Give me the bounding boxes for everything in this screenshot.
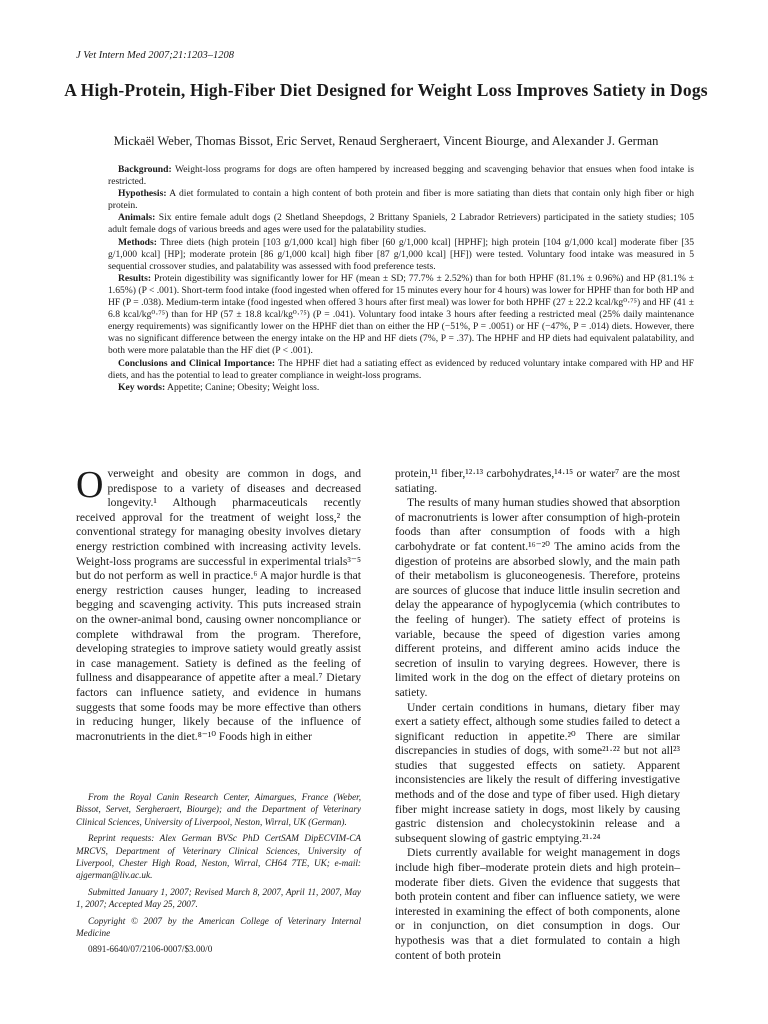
abstract-keywords: [108, 382, 694, 394]
abstract-label: Key words:: [118, 381, 166, 393]
article-title: A High-Protein, High-Fiber Diet Designed for Weight Loss Improves Satiety in Dogs: [64, 80, 708, 100]
footnote-submitted: Submitted January 1, 2007; Revised March 8, 2007, April 11, 2007, May 1, 2007; Accepted May 25, 2007.: [76, 886, 361, 910]
abstract-text: Weight-loss programs for dogs are often hampered by increased begging and scavenging behavior that ensues when food intake is restricted.: [108, 164, 694, 188]
paragraph-text: verweight and obesity are common in dogs, and predispose to a variety of diseases and decreased longevity.¹ Although pharmaceuticals recently received approval for the treatment of weight loss,² the conventional strategy for managing obesity involves dietary energy restriction combined with increasing activity levels. Weight-loss programs are successful in experimental trials³⁻⁵ but do not perform as well in practice.⁶ A major hurdle is that energy restriction causes hunger, leading to increased begging and scavenging activity. This puts increased strain on the owner-animal bond, causing owner noncompliance or complete withdrawal from the program. Therefore, developing strategies to improve satiety would greatly assist in case management. Satiety is defined as the feeling of fullness and disappearance of appetite after a meal.⁷ Dietary factors can influence satiety, and evidence in humans suggests that some foods may be more effective than others in reducing hunger, likely because of the influence of macronutrients in the diet.⁸⁻¹⁰ Foods high in either: [76, 467, 361, 743]
author-list: Mickaël Weber, Thomas Bissot, Eric Servet, Renaud Sergheraert, Vincent Biourge, and Alexander J. German: [113, 134, 659, 148]
abstract-label: Hypothesis:: [118, 188, 167, 200]
abstract-background: [108, 164, 694, 188]
body-paragraph: Under certain conditions in humans, dietary fiber may exert a satiety effect, although some studies failed to detect a significant reduction in appetite.²⁰ There are similar discrepancies in studies of dogs, with some²¹·²² but not all²³ studies that suggested effects on satiety. Apparent inconsistencies are likely the result of differing investigative methods and of the dose and type of fiber used. High dietary fiber might increase satiety in dogs, most likely by causing gastric distension and cholecystokinin release and a subsequent slowing of gastric emptying.²¹·²⁴: [395, 700, 680, 845]
right-column: [395, 467, 680, 963]
body-paragraph: Diets currently available for weight management in dogs include high fiber–moderate protein diets and high protein–moderate fiber diets. Given the evidence that suggests that both protein content and fiber can influence satiety, we were interested in examining the effect of both components, alone or in conjunction, on diet consumption in dogs. Our hypothesis was that a diet formulated to contain a high content of both protein: [395, 846, 680, 962]
journal-citation: J Vet Intern Med 2007;21:1203–1208: [76, 50, 235, 61]
footnote-copyright: Copyright © 2007 by the American College of Veterinary Internal Medicine: [76, 915, 361, 939]
abstract-text: A diet formulated to contain a high content of both protein and fiber is more satiating than diets that contain only high fiber or high protein.: [108, 188, 694, 212]
left-column: [76, 464, 361, 744]
footnotes: [76, 791, 361, 960]
intro-paragraph: [76, 464, 361, 744]
abstract-text: Six entire female adult dogs (2 Shetland Sheepdogs, 2 Brittany Spaniels, 2 Labrador Retrievers) participated in the satiety studies; 105 adult female dogs of various breeds and ages were used for the palatability studies.: [108, 212, 695, 236]
body-paragraph: protein,¹¹ fiber,¹²·¹³ carbohydrates,¹⁴·¹⁵ or water⁷ are the most satiating.: [395, 467, 680, 495]
footnote-affiliation: From the Royal Canin Research Center, Aimargues, France (Weber, Bissot, Servet, Sergheraert, Biourge); and the Department of Veterinary Clinical Sciences, University of Liverpool, Neston, Wirral, UK (German).: [76, 792, 361, 827]
abstract: [108, 164, 694, 394]
abstract-label: Conclusions and Clinical Importance:: [118, 357, 276, 369]
abstract-methods: [108, 237, 694, 273]
footnote-code: 0891-6640/07/2106-0007/$3.00/0: [88, 944, 213, 955]
abstract-text: Protein digestibility was significantly lower for HF (mean ± SD; 77.7% ± 2.52%) than for both HPHF (81.1% ± 0.96%) and HP (81.1% ± 1.65%) (P < .001). Short-term food intake (food ingested when offered for 15 minutes every hour for 4 hours) was lower for HPHF than for both HP and HF (P = .038). Medium-term intake (food ingested when offered 3 hours after first meal) was lower for both HPHF (27 ± 22.2 kcal/kg⁰·⁷⁵) and HF (41 ± 6.8 kcal/kg⁰·⁷⁵) than for HP (57 ± 18.8 kcal/kg⁰·⁷⁵) (P = .041). Voluntary food intake 3 hours after feeding a restricted meal (25% daily maintenance energy requirements) was significantly lower on the HPHF diet than on either the HP (−51%, P = .0051) or HF (−47%, P = .014) diets. However, there was no significant difference between the energy intake on the HP and HF diets (7%, P = .37). The HPHF and HP diets had equivalent palatability, and both were more palatable than the HF diet (P < .001).: [108, 272, 694, 357]
abstract-animals: [108, 212, 694, 236]
body-paragraph: The results of many human studies showed that absorption of macronutrients is lower after consumption of high-protein foods than after consumption of foods with a high carbohydrate or fat content.¹⁶⁻²⁰ The amino acids from the digestion of proteins are absorbed slowly, and the main path of their metabolism is gluconeogenesis. Therefore, proteins are sources of glucose that induce little insulin secretion and delay the appearance of hypoglycemia (which contributes to the feeling of hunger). The satiety effect of proteins is variable, because the speed of digestion varies among different proteins, and different amino acids induce the secretion of insulin to varying degrees. However, there is limited work in the dog on the effect of dietary proteins on satiety.: [395, 496, 680, 699]
abstract-hypothesis: [108, 188, 694, 212]
abstract-label: Animals:: [118, 212, 156, 224]
footnote-reprint: Reprint requests: Alex German BVSc PhD CertSAM DipECVIM-CA MRCVS, Department of Veterinary Clinical Sciences, University of Liverpool, Chester High Road, Neston, Wirral, CH64 7TE, UK; e-mail: ajgerman@liv.ac.uk.: [76, 833, 361, 881]
abstract-text: Appetite; Canine; Obesity; Weight loss.: [167, 381, 320, 393]
abstract-label: Background:: [118, 164, 172, 175]
abstract-conclusions: [108, 358, 694, 382]
abstract-text: The HPHF diet had a satiating effect as evidenced by reduced voluntary intake compared with HP and HF diets, and has the potential to lead to greater compliance in weight-loss programs.: [108, 357, 694, 381]
drop-cap: O: [76, 464, 104, 506]
abstract-label: Results:: [118, 272, 152, 284]
abstract-text: Three diets (high protein [103 g/1,000 kcal] high fiber [60 g/1,000 kcal] [HPHF]; high protein [104 g/1,000 kcal] moderate fiber [35 g/1,000 kcal] [HP]; moderate protein [86 g/1,000 kcal] high fiber [87 g/1,000 kcal] [HF]) were tested. Voluntary food intake was measured in 5 sequential crossover studies, and palatability was assessed with food preference tests.: [108, 236, 695, 272]
abstract-results: [108, 273, 694, 358]
abstract-label: Methods:: [118, 236, 157, 248]
